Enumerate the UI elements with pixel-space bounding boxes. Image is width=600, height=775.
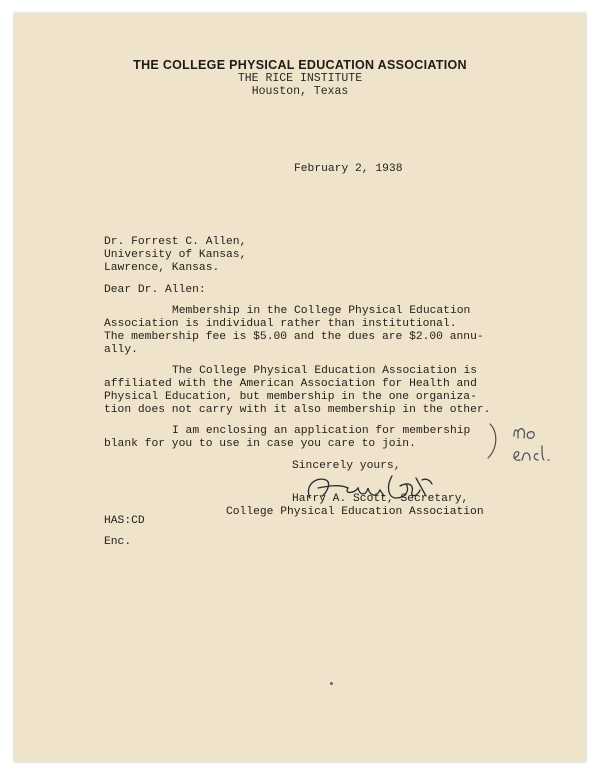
enclosure-note: Enc. <box>104 536 132 548</box>
recipient-city: Lawrence, Kansas. <box>104 262 220 274</box>
paper-mark <box>330 682 333 685</box>
handwritten-note <box>484 418 564 474</box>
signer-name-title: Harry A. Scott, Secretary, <box>292 493 469 505</box>
paragraph-line: The membership fee is $5.00 and the dues are $2.00 annu- <box>104 331 484 343</box>
paragraph-line: Membership in the College Physical Education <box>172 305 471 317</box>
recipient-institution: University of Kansas, <box>104 249 247 261</box>
paragraph-line: tion does not carry with it also membership in the other. <box>104 404 491 416</box>
paragraph-line: ally. <box>104 344 138 356</box>
letterhead-city: Houston, Texas <box>251 85 349 98</box>
signer-organization: College Physical Education Association <box>226 506 484 518</box>
paragraph-line: The College Physical Education Association is <box>172 365 478 377</box>
closing: Sincerely yours, <box>292 460 401 472</box>
typist-initials: HAS:CD <box>104 515 145 527</box>
paragraph-line: blank for you to use in case you care to join. <box>104 438 416 450</box>
paragraph-line: Physical Education, but membership in the one organiza- <box>104 391 477 403</box>
letterhead <box>0 58 600 98</box>
letter-date: February 2, 1938 <box>294 163 403 175</box>
letterhead-organization: THE COLLEGE PHYSICAL EDUCATION ASSOCIATION <box>133 58 467 72</box>
recipient-name: Dr. Forrest C. Allen, <box>104 236 247 248</box>
letterhead-institute: THE RICE INSTITUTE <box>237 72 363 85</box>
paragraph-line: I am enclosing an application for membership <box>172 425 471 437</box>
paragraph-line: affiliated with the American Association for Health and <box>104 378 477 390</box>
salutation: Dear Dr. Allen: <box>104 284 206 296</box>
paragraph-line: Association is individual rather than institutional. <box>104 318 457 330</box>
